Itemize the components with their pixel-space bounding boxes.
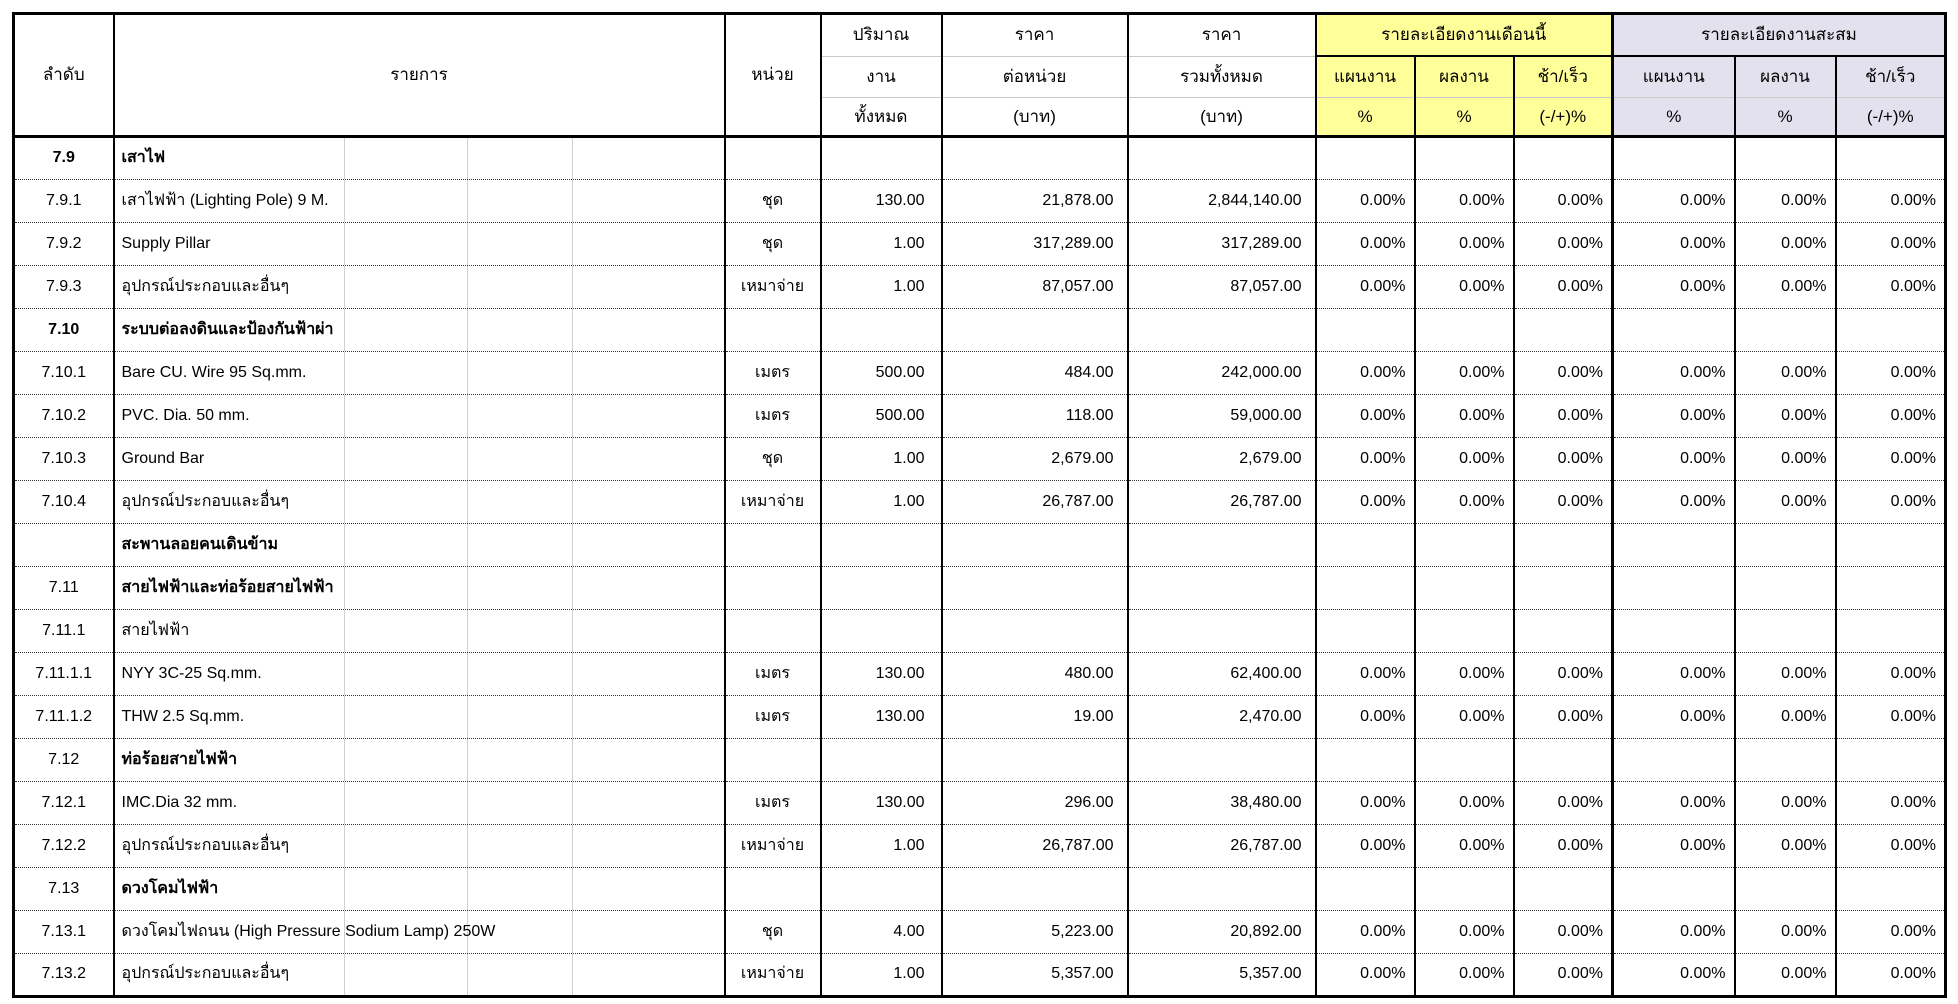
row-no-cell: 7.10 [14, 309, 114, 352]
cum-plan-cell: 0.00% [1613, 481, 1735, 524]
month-diff-cell: 0.00% [1514, 825, 1613, 868]
unit-price-cell: 19.00 [942, 696, 1128, 739]
item-cell: สายไฟฟ้าและท่อร้อยสายไฟฟ้า [114, 567, 725, 610]
cum-plan-cell: 0.00% [1613, 223, 1735, 266]
total-price-cell: 20,892.00 [1128, 911, 1316, 954]
cum-plan-cell: 0.00% [1613, 825, 1735, 868]
cum-plan-cell: 0.00% [1613, 438, 1735, 481]
month-diff-cell [1514, 739, 1613, 782]
unit-price-cell [942, 567, 1128, 610]
item-cell: อุปกรณ์ประกอบและอื่นๆ [114, 954, 725, 997]
qty-cell: 130.00 [821, 696, 942, 739]
header-month-diff: ช้า/เร็ว [1514, 56, 1613, 98]
unit-price-cell: 21,878.00 [942, 180, 1128, 223]
header-unit-price-line2: ต่อหน่วย [942, 56, 1128, 98]
month-actual-cell: 0.00% [1415, 266, 1514, 309]
month-plan-cell: 0.00% [1316, 653, 1415, 696]
cum-diff-cell: 0.00% [1836, 223, 1946, 266]
total-price-cell: 62,400.00 [1128, 653, 1316, 696]
qty-cell [821, 739, 942, 782]
item-cell: อุปกรณ์ประกอบและอื่นๆ [114, 266, 725, 309]
item-cell: เสาไฟฟ้า (Lighting Pole) 9 M. [114, 180, 725, 223]
item-cell: ระบบต่อลงดินและป้องกันฟ้าผ่า [114, 309, 725, 352]
cum-diff-cell [1836, 137, 1946, 180]
table-row [14, 352, 1946, 395]
qty-cell: 500.00 [821, 352, 942, 395]
header-month-plan-pct: % [1316, 98, 1415, 137]
qty-cell [821, 567, 942, 610]
unit-price-cell [942, 524, 1128, 567]
unit-price-cell: 484.00 [942, 352, 1128, 395]
cum-plan-cell: 0.00% [1613, 653, 1735, 696]
cum-plan-cell [1613, 567, 1735, 610]
table-row [14, 481, 1946, 524]
table-row [14, 223, 1946, 266]
table-header [14, 14, 1946, 137]
cum-diff-cell [1836, 567, 1946, 610]
qty-cell: 1.00 [821, 223, 942, 266]
month-actual-cell [1415, 739, 1514, 782]
table-row [14, 911, 1946, 954]
month-plan-cell: 0.00% [1316, 696, 1415, 739]
cum-actual-cell [1735, 739, 1836, 782]
unit-price-cell [942, 868, 1128, 911]
table-row [14, 696, 1946, 739]
header-group-month: รายละเอียดงานเดือนนี้ [1316, 14, 1613, 57]
cum-actual-cell: 0.00% [1735, 782, 1836, 825]
month-actual-cell: 0.00% [1415, 782, 1514, 825]
month-plan-cell [1316, 868, 1415, 911]
qty-cell: 1.00 [821, 266, 942, 309]
month-diff-cell: 0.00% [1514, 395, 1613, 438]
cum-plan-cell: 0.00% [1613, 180, 1735, 223]
row-no-cell: 7.13.1 [14, 911, 114, 954]
qty-cell: 130.00 [821, 180, 942, 223]
unit-price-cell [942, 610, 1128, 653]
unit-cell: เหมาจ่าย [725, 266, 821, 309]
month-plan-cell: 0.00% [1316, 481, 1415, 524]
progress-table [12, 12, 1947, 998]
month-actual-cell [1415, 567, 1514, 610]
table-row [14, 395, 1946, 438]
table-row [14, 782, 1946, 825]
unit-price-cell: 296.00 [942, 782, 1128, 825]
month-plan-cell: 0.00% [1316, 180, 1415, 223]
unit-cell: เมตร [725, 696, 821, 739]
month-diff-cell: 0.00% [1514, 266, 1613, 309]
header-total-price-line2: รวมทั้งหมด [1128, 56, 1316, 98]
month-actual-cell: 0.00% [1415, 180, 1514, 223]
cum-diff-cell: 0.00% [1836, 782, 1946, 825]
boq-progress-table [12, 12, 1947, 998]
unit-price-cell: 2,679.00 [942, 438, 1128, 481]
month-plan-cell [1316, 567, 1415, 610]
cum-plan-cell [1613, 610, 1735, 653]
month-plan-cell [1316, 137, 1415, 180]
unit-cell: เมตร [725, 653, 821, 696]
cum-plan-cell: 0.00% [1613, 696, 1735, 739]
month-actual-cell: 0.00% [1415, 223, 1514, 266]
cum-diff-cell [1836, 739, 1946, 782]
month-plan-cell: 0.00% [1316, 352, 1415, 395]
row-no-cell: 7.13.2 [14, 954, 114, 997]
cum-plan-cell: 0.00% [1613, 266, 1735, 309]
cum-actual-cell: 0.00% [1735, 223, 1836, 266]
table-row [14, 653, 1946, 696]
unit-cell: ชุด [725, 438, 821, 481]
header-item: รายการ [114, 14, 725, 137]
item-cell: อุปกรณ์ประกอบและอื่นๆ [114, 825, 725, 868]
header-cum-plan-pct: % [1613, 98, 1735, 137]
row-no-cell: 7.11 [14, 567, 114, 610]
row-no-cell: 7.10.3 [14, 438, 114, 481]
month-diff-cell [1514, 309, 1613, 352]
item-cell: Ground Bar [114, 438, 725, 481]
unit-cell [725, 309, 821, 352]
qty-cell [821, 868, 942, 911]
qty-cell: 500.00 [821, 395, 942, 438]
row-no-cell: 7.13 [14, 868, 114, 911]
unit-cell: เมตร [725, 782, 821, 825]
row-no-cell: 7.9 [14, 137, 114, 180]
item-cell: THW 2.5 Sq.mm. [114, 696, 725, 739]
row-no-cell: 7.11.1 [14, 610, 114, 653]
total-price-cell: 317,289.00 [1128, 223, 1316, 266]
item-cell: Bare CU. Wire 95 Sq.mm. [114, 352, 725, 395]
month-plan-cell [1316, 309, 1415, 352]
qty-cell [821, 610, 942, 653]
unit-price-cell: 317,289.00 [942, 223, 1128, 266]
qty-cell [821, 524, 942, 567]
header-qty-line3: ทั้งหมด [821, 98, 942, 137]
header-month-diff-pct: (-/+)% [1514, 98, 1613, 137]
row-no-cell: 7.9.2 [14, 223, 114, 266]
unit-price-cell [942, 137, 1128, 180]
table-row [14, 137, 1946, 180]
row-no-cell: 7.10.1 [14, 352, 114, 395]
month-actual-cell: 0.00% [1415, 825, 1514, 868]
cum-diff-cell [1836, 524, 1946, 567]
cum-diff-cell: 0.00% [1836, 395, 1946, 438]
total-price-cell [1128, 610, 1316, 653]
month-actual-cell [1415, 524, 1514, 567]
unit-cell: เมตร [725, 352, 821, 395]
total-price-cell [1128, 739, 1316, 782]
item-cell: ดวงโคมไฟฟ้า [114, 868, 725, 911]
unit-price-cell [942, 309, 1128, 352]
total-price-cell [1128, 524, 1316, 567]
cum-actual-cell [1735, 309, 1836, 352]
month-diff-cell [1514, 868, 1613, 911]
month-diff-cell: 0.00% [1514, 954, 1613, 997]
cum-actual-cell: 0.00% [1735, 352, 1836, 395]
cum-plan-cell: 0.00% [1613, 395, 1735, 438]
unit-cell [725, 137, 821, 180]
header-month-actual: ผลงาน [1415, 56, 1514, 98]
qty-cell: 4.00 [821, 911, 942, 954]
cum-plan-cell [1613, 739, 1735, 782]
total-price-cell: 242,000.00 [1128, 352, 1316, 395]
row-no-cell: 7.9.1 [14, 180, 114, 223]
month-diff-cell [1514, 524, 1613, 567]
total-price-cell: 2,470.00 [1128, 696, 1316, 739]
table-row [14, 567, 1946, 610]
row-no-cell: 7.10.2 [14, 395, 114, 438]
cum-plan-cell [1613, 137, 1735, 180]
header-group-cumulative: รายละเอียดงานสะสม [1613, 14, 1946, 57]
unit-price-cell [942, 739, 1128, 782]
month-actual-cell: 0.00% [1415, 438, 1514, 481]
cum-diff-cell: 0.00% [1836, 438, 1946, 481]
month-actual-cell: 0.00% [1415, 481, 1514, 524]
qty-cell [821, 309, 942, 352]
cum-actual-cell: 0.00% [1735, 696, 1836, 739]
cum-actual-cell [1735, 524, 1836, 567]
row-no-cell [14, 524, 114, 567]
item-cell: Supply Pillar [114, 223, 725, 266]
month-actual-cell [1415, 137, 1514, 180]
month-diff-cell: 0.00% [1514, 352, 1613, 395]
header-unit: หน่วย [725, 14, 821, 137]
table-row [14, 180, 1946, 223]
cum-actual-cell: 0.00% [1735, 954, 1836, 997]
item-cell: NYY 3C-25 Sq.mm. [114, 653, 725, 696]
qty-cell: 1.00 [821, 954, 942, 997]
month-actual-cell [1415, 610, 1514, 653]
cum-actual-cell [1735, 567, 1836, 610]
item-cell: ท่อร้อยสายไฟฟ้า [114, 739, 725, 782]
cum-diff-cell [1836, 610, 1946, 653]
qty-cell: 130.00 [821, 653, 942, 696]
table-row [14, 438, 1946, 481]
month-actual-cell: 0.00% [1415, 653, 1514, 696]
header-cum-diff-pct: (-/+)% [1836, 98, 1946, 137]
month-diff-cell: 0.00% [1514, 911, 1613, 954]
month-plan-cell [1316, 610, 1415, 653]
unit-price-cell: 26,787.00 [942, 825, 1128, 868]
header-total-price-line1: ราคา [1128, 14, 1316, 57]
item-cell: สะพานลอยคนเดินข้าม [114, 524, 725, 567]
table-row [14, 309, 1946, 352]
cum-diff-cell: 0.00% [1836, 653, 1946, 696]
total-price-cell: 5,357.00 [1128, 954, 1316, 997]
cum-actual-cell: 0.00% [1735, 395, 1836, 438]
month-actual-cell: 0.00% [1415, 911, 1514, 954]
unit-cell [725, 610, 821, 653]
total-price-cell: 26,787.00 [1128, 825, 1316, 868]
cum-actual-cell [1735, 137, 1836, 180]
item-cell: อุปกรณ์ประกอบและอื่นๆ [114, 481, 725, 524]
cum-diff-cell: 0.00% [1836, 696, 1946, 739]
unit-cell: เมตร [725, 395, 821, 438]
month-plan-cell [1316, 524, 1415, 567]
month-actual-cell: 0.00% [1415, 954, 1514, 997]
unit-cell: เหมาจ่าย [725, 825, 821, 868]
table-row [14, 739, 1946, 782]
cum-plan-cell [1613, 309, 1735, 352]
header-cum-actual: ผลงาน [1735, 56, 1836, 98]
cum-plan-cell: 0.00% [1613, 911, 1735, 954]
unit-cell [725, 868, 821, 911]
month-actual-cell: 0.00% [1415, 395, 1514, 438]
row-no-cell: 7.9.3 [14, 266, 114, 309]
header-qty-line1: ปริมาณ [821, 14, 942, 57]
item-cell: สายไฟฟ้า [114, 610, 725, 653]
month-actual-cell [1415, 868, 1514, 911]
unit-cell: ชุด [725, 180, 821, 223]
unit-price-cell: 480.00 [942, 653, 1128, 696]
month-diff-cell: 0.00% [1514, 223, 1613, 266]
cum-plan-cell: 0.00% [1613, 782, 1735, 825]
month-diff-cell: 0.00% [1514, 696, 1613, 739]
total-price-cell: 59,000.00 [1128, 395, 1316, 438]
cum-actual-cell [1735, 610, 1836, 653]
table-row [14, 610, 1946, 653]
cum-actual-cell [1735, 868, 1836, 911]
cum-actual-cell: 0.00% [1735, 266, 1836, 309]
row-no-cell: 7.11.1.2 [14, 696, 114, 739]
qty-cell: 130.00 [821, 782, 942, 825]
table-row [14, 954, 1946, 997]
month-diff-cell [1514, 567, 1613, 610]
cum-plan-cell [1613, 524, 1735, 567]
header-cum-diff: ช้า/เร็ว [1836, 56, 1946, 98]
month-plan-cell: 0.00% [1316, 825, 1415, 868]
header-cum-plan: แผนงาน [1613, 56, 1735, 98]
cum-diff-cell: 0.00% [1836, 481, 1946, 524]
total-price-cell: 26,787.00 [1128, 481, 1316, 524]
unit-price-cell: 87,057.00 [942, 266, 1128, 309]
total-price-cell [1128, 309, 1316, 352]
month-diff-cell: 0.00% [1514, 438, 1613, 481]
month-diff-cell: 0.00% [1514, 180, 1613, 223]
cum-actual-cell: 0.00% [1735, 180, 1836, 223]
total-price-cell [1128, 868, 1316, 911]
table-row [14, 825, 1946, 868]
header-no: ลำดับ [14, 14, 114, 137]
unit-price-cell: 26,787.00 [942, 481, 1128, 524]
total-price-cell: 2,844,140.00 [1128, 180, 1316, 223]
total-price-cell [1128, 567, 1316, 610]
cum-diff-cell [1836, 868, 1946, 911]
month-diff-cell: 0.00% [1514, 782, 1613, 825]
unit-price-cell: 5,223.00 [942, 911, 1128, 954]
month-diff-cell: 0.00% [1514, 653, 1613, 696]
total-price-cell: 38,480.00 [1128, 782, 1316, 825]
month-plan-cell: 0.00% [1316, 911, 1415, 954]
month-plan-cell: 0.00% [1316, 782, 1415, 825]
month-diff-cell [1514, 610, 1613, 653]
unit-cell: เหมาจ่าย [725, 954, 821, 997]
cum-diff-cell [1836, 309, 1946, 352]
cum-actual-cell: 0.00% [1735, 438, 1836, 481]
qty-cell: 1.00 [821, 481, 942, 524]
unit-cell [725, 739, 821, 782]
item-cell: ดวงโคมไฟถนน (High Pressure Sodium Lamp) 250W [114, 911, 725, 954]
month-plan-cell [1316, 739, 1415, 782]
cum-plan-cell [1613, 868, 1735, 911]
table-row [14, 868, 1946, 911]
cum-diff-cell: 0.00% [1836, 954, 1946, 997]
row-no-cell: 7.12 [14, 739, 114, 782]
qty-cell: 1.00 [821, 438, 942, 481]
month-actual-cell [1415, 309, 1514, 352]
month-plan-cell: 0.00% [1316, 395, 1415, 438]
cum-actual-cell: 0.00% [1735, 825, 1836, 868]
unit-cell: เหมาจ่าย [725, 481, 821, 524]
cum-diff-cell: 0.00% [1836, 911, 1946, 954]
cum-diff-cell: 0.00% [1836, 180, 1946, 223]
header-cum-actual-pct: % [1735, 98, 1836, 137]
unit-cell [725, 567, 821, 610]
unit-cell: ชุด [725, 911, 821, 954]
month-actual-cell: 0.00% [1415, 696, 1514, 739]
header-month-plan: แผนงาน [1316, 56, 1415, 98]
table-body [14, 137, 1946, 997]
unit-cell [725, 524, 821, 567]
row-no-cell: 7.12.1 [14, 782, 114, 825]
unit-price-cell: 118.00 [942, 395, 1128, 438]
cum-actual-cell: 0.00% [1735, 653, 1836, 696]
unit-cell: ชุด [725, 223, 821, 266]
header-unit-price-line3: (บาท) [942, 98, 1128, 137]
cum-actual-cell: 0.00% [1735, 911, 1836, 954]
cum-actual-cell: 0.00% [1735, 481, 1836, 524]
month-actual-cell: 0.00% [1415, 352, 1514, 395]
month-plan-cell: 0.00% [1316, 438, 1415, 481]
header-total-price-line3: (บาท) [1128, 98, 1316, 137]
cum-diff-cell: 0.00% [1836, 825, 1946, 868]
item-cell: เสาไฟ [114, 137, 725, 180]
header-unit-price-line1: ราคา [942, 14, 1128, 57]
cum-diff-cell: 0.00% [1836, 352, 1946, 395]
qty-cell [821, 137, 942, 180]
month-plan-cell: 0.00% [1316, 266, 1415, 309]
table-row [14, 266, 1946, 309]
item-cell: IMC.Dia 32 mm. [114, 782, 725, 825]
month-diff-cell [1514, 137, 1613, 180]
month-plan-cell: 0.00% [1316, 223, 1415, 266]
total-price-cell: 2,679.00 [1128, 438, 1316, 481]
month-plan-cell: 0.00% [1316, 954, 1415, 997]
row-no-cell: 7.12.2 [14, 825, 114, 868]
total-price-cell: 87,057.00 [1128, 266, 1316, 309]
unit-price-cell: 5,357.00 [942, 954, 1128, 997]
total-price-cell [1128, 137, 1316, 180]
header-qty-line2: งาน [821, 56, 942, 98]
qty-cell: 1.00 [821, 825, 942, 868]
cum-plan-cell: 0.00% [1613, 954, 1735, 997]
month-diff-cell: 0.00% [1514, 481, 1613, 524]
cum-plan-cell: 0.00% [1613, 352, 1735, 395]
cum-diff-cell: 0.00% [1836, 266, 1946, 309]
header-month-actual-pct: % [1415, 98, 1514, 137]
row-no-cell: 7.10.4 [14, 481, 114, 524]
row-no-cell: 7.11.1.1 [14, 653, 114, 696]
item-cell: PVC. Dia. 50 mm. [114, 395, 725, 438]
table-row [14, 524, 1946, 567]
